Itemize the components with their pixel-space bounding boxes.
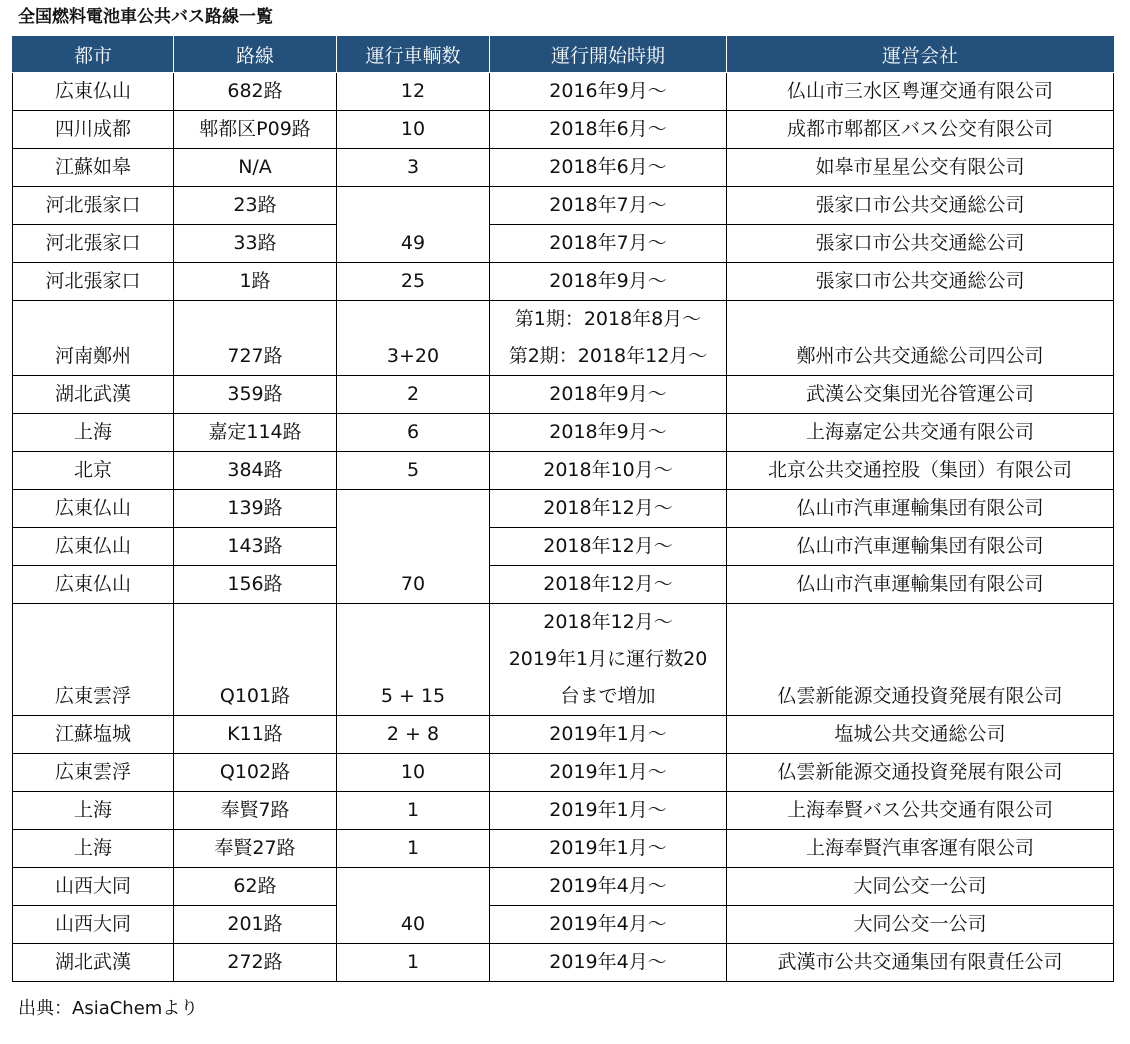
cell-start <box>490 225 727 263</box>
cell-city: 北京 <box>13 452 174 490</box>
cell-operator: 北京公共交通控股（集団）有限公司 <box>727 452 1114 490</box>
cell-operator: 仏山市汽車運輸集団有限公司 <box>727 490 1114 528</box>
cell-route: 682路 <box>174 73 337 111</box>
cell-start <box>490 301 727 376</box>
cell-route: 384路 <box>174 452 337 490</box>
cell-operator: 張家口市公共交通総公司 <box>727 263 1114 301</box>
cell-route: 201路 <box>174 906 337 944</box>
table-row <box>13 149 1114 187</box>
cell-start <box>490 452 727 490</box>
cell-vehicles: 5 <box>337 452 490 490</box>
cell-city: 河北張家口 <box>13 225 174 263</box>
cell-route: 奉賢7路 <box>174 792 337 830</box>
cell-city: 河北張家口 <box>13 263 174 301</box>
cell-route: 143路 <box>174 528 337 566</box>
cell-vehicles: 2 + 8 <box>337 716 490 754</box>
cell-route: 嘉定114路 <box>174 414 337 452</box>
cell-start-line: 2018年12月～ <box>543 573 673 595</box>
cell-city: 広東雲浮 <box>13 604 174 716</box>
table-row <box>13 754 1114 792</box>
cell-operator: 上海嘉定公共交通有限公司 <box>727 414 1114 452</box>
cell-start <box>490 73 727 111</box>
table-row <box>13 528 1114 566</box>
table-row <box>13 792 1114 830</box>
cell-start-line: 台まで増加 <box>560 685 656 707</box>
cell-route: N/A <box>174 149 337 187</box>
cell-start-line: 2018年6月～ <box>549 118 667 140</box>
cell-route: Q101路 <box>174 604 337 716</box>
column-header-operator: 運営会社 <box>727 37 1114 73</box>
cell-vehicles: 6 <box>337 414 490 452</box>
table-row <box>13 566 1114 604</box>
cell-operator: 仏山市汽車運輸集団有限公司 <box>727 566 1114 604</box>
cell-city: 上海 <box>13 414 174 452</box>
cell-start <box>490 149 727 187</box>
table-row <box>13 830 1114 868</box>
table-row <box>13 263 1114 301</box>
cell-city: 湖北武漢 <box>13 944 174 982</box>
cell-city: 江蘇如皋 <box>13 149 174 187</box>
table-body <box>13 73 1114 982</box>
cell-start <box>490 376 727 414</box>
cell-start <box>490 868 727 906</box>
cell-start-line: 2019年1月～ <box>549 761 667 783</box>
cell-start-line: 2018年7月～ <box>549 194 667 216</box>
cell-vehicles: 5 + 15 <box>337 604 490 716</box>
cell-vehicles: 1 <box>337 792 490 830</box>
cell-operator: 大同公交一公司 <box>727 868 1114 906</box>
cell-route: 62路 <box>174 868 337 906</box>
cell-start-line: 2018年12月～ <box>543 535 673 557</box>
cell-start-line: 第1期：2018年8月～ <box>514 308 702 330</box>
table-header-row <box>13 37 1114 73</box>
cell-start <box>490 414 727 452</box>
cell-route: 156路 <box>174 566 337 604</box>
cell-start-line: 2016年9月～ <box>549 80 667 102</box>
cell-city: 広東雲浮 <box>13 754 174 792</box>
cell-start-line: 2018年9月～ <box>549 421 667 443</box>
cell-operator: 仏雲新能源交通投資発展有限公司 <box>727 604 1114 716</box>
cell-city: 山西大同 <box>13 868 174 906</box>
cell-start <box>490 111 727 149</box>
cell-start <box>490 566 727 604</box>
table-row <box>13 225 1114 263</box>
table-row <box>13 301 1114 376</box>
cell-operator: 張家口市公共交通総公司 <box>727 225 1114 263</box>
cell-vehicles: 40 <box>337 868 490 944</box>
cell-city: 江蘇塩城 <box>13 716 174 754</box>
cell-city: 広東仏山 <box>13 490 174 528</box>
cell-city: 四川成都 <box>13 111 174 149</box>
cell-route: 奉賢27路 <box>174 830 337 868</box>
cell-operator: 塩城公共交通総公司 <box>727 716 1114 754</box>
cell-city: 山西大同 <box>13 906 174 944</box>
cell-city: 上海 <box>13 792 174 830</box>
cell-start-line: 2018年9月～ <box>549 383 667 405</box>
column-header-city: 都市 <box>13 37 174 73</box>
table-row <box>13 906 1114 944</box>
cell-operator: 鄭州市公共交通総公司四公司 <box>727 301 1114 376</box>
cell-start-line: 2018年7月～ <box>549 232 667 254</box>
cell-vehicles: 1 <box>337 944 490 982</box>
cell-vehicles: 10 <box>337 111 490 149</box>
cell-operator: 成都市郫都区バス公交有限公司 <box>727 111 1114 149</box>
table-row <box>13 187 1114 225</box>
cell-start <box>490 187 727 225</box>
cell-start <box>490 716 727 754</box>
cell-city: 河北張家口 <box>13 187 174 225</box>
column-header-vehicles: 運行車輌数 <box>337 37 490 73</box>
cell-start-line: 2019年1月に運行数20 <box>508 648 708 670</box>
cell-start <box>490 490 727 528</box>
cell-start <box>490 263 727 301</box>
cell-start-line: 2018年6月～ <box>549 156 667 178</box>
cell-start-line: 2018年9月～ <box>549 270 667 292</box>
cell-start-line: 2018年10月～ <box>543 459 673 481</box>
cell-vehicles: 70 <box>337 490 490 604</box>
column-header-route: 路線 <box>174 37 337 73</box>
cell-vehicles: 2 <box>337 376 490 414</box>
cell-route: 33路 <box>174 225 337 263</box>
cell-vehicles: 10 <box>337 754 490 792</box>
cell-start <box>490 528 727 566</box>
cell-vehicles: 1 <box>337 830 490 868</box>
cell-operator: 上海奉賢バス公共交通有限公司 <box>727 792 1114 830</box>
cell-route: 23路 <box>174 187 337 225</box>
cell-route: 727路 <box>174 301 337 376</box>
cell-route: 1路 <box>174 263 337 301</box>
cell-city: 河南鄭州 <box>13 301 174 376</box>
cell-operator: 仏山市汽車運輸集団有限公司 <box>727 528 1114 566</box>
cell-operator: 仏雲新能源交通投資発展有限公司 <box>727 754 1114 792</box>
cell-start <box>490 792 727 830</box>
cell-start-line: 2019年1月～ <box>549 723 667 745</box>
cell-route: 359路 <box>174 376 337 414</box>
bus-route-table <box>12 36 1114 982</box>
cell-operator: 武漢市公共交通集団有限責任公司 <box>727 944 1114 982</box>
cell-operator: 上海奉賢汽車客運有限公司 <box>727 830 1114 868</box>
source-note: 出典：AsiaChemより <box>18 998 199 1019</box>
table-row <box>13 716 1114 754</box>
cell-start <box>490 604 727 716</box>
cell-city: 広東仏山 <box>13 528 174 566</box>
cell-route: Q102路 <box>174 754 337 792</box>
cell-start <box>490 906 727 944</box>
cell-start <box>490 830 727 868</box>
table-row <box>13 376 1114 414</box>
cell-start-line: 2019年4月～ <box>549 913 667 935</box>
cell-vehicles: 12 <box>337 73 490 111</box>
table-row <box>13 111 1114 149</box>
table-row <box>13 414 1114 452</box>
cell-vehicles: 49 <box>337 187 490 263</box>
cell-start <box>490 944 727 982</box>
cell-start-line: 2018年12月～ <box>543 611 673 633</box>
cell-route: 139路 <box>174 490 337 528</box>
cell-route: 郫都区P09路 <box>174 111 337 149</box>
cell-start-line: 2019年4月～ <box>549 951 667 973</box>
cell-start <box>490 754 727 792</box>
cell-operator: 大同公交一公司 <box>727 906 1114 944</box>
page-title: 全国燃料電池車公共バス路線一覧 <box>18 7 273 27</box>
cell-vehicles: 3+20 <box>337 301 490 376</box>
cell-city: 湖北武漢 <box>13 376 174 414</box>
cell-city: 広東仏山 <box>13 73 174 111</box>
cell-operator: 仏山市三水区粤運交通有限公司 <box>727 73 1114 111</box>
cell-vehicles: 25 <box>337 263 490 301</box>
cell-vehicles: 3 <box>337 149 490 187</box>
cell-start-line: 2019年1月～ <box>549 799 667 821</box>
cell-route: 272路 <box>174 944 337 982</box>
cell-start-line: 第2期：2018年12月～ <box>508 345 708 367</box>
cell-operator: 張家口市公共交通総公司 <box>727 187 1114 225</box>
cell-operator: 武漢公交集団光谷管運公司 <box>727 376 1114 414</box>
cell-city: 上海 <box>13 830 174 868</box>
table-row <box>13 490 1114 528</box>
table-row <box>13 73 1114 111</box>
cell-start-line: 2019年4月～ <box>549 875 667 897</box>
table-row <box>13 452 1114 490</box>
table-row <box>13 868 1114 906</box>
table-row <box>13 944 1114 982</box>
cell-route: K11路 <box>174 716 337 754</box>
cell-start-line: 2019年1月～ <box>549 837 667 859</box>
table-row <box>13 604 1114 716</box>
column-header-start: 運行開始時期 <box>490 37 727 73</box>
cell-city: 広東仏山 <box>13 566 174 604</box>
cell-operator: 如皋市星星公交有限公司 <box>727 149 1114 187</box>
cell-start-line: 2018年12月～ <box>543 497 673 519</box>
